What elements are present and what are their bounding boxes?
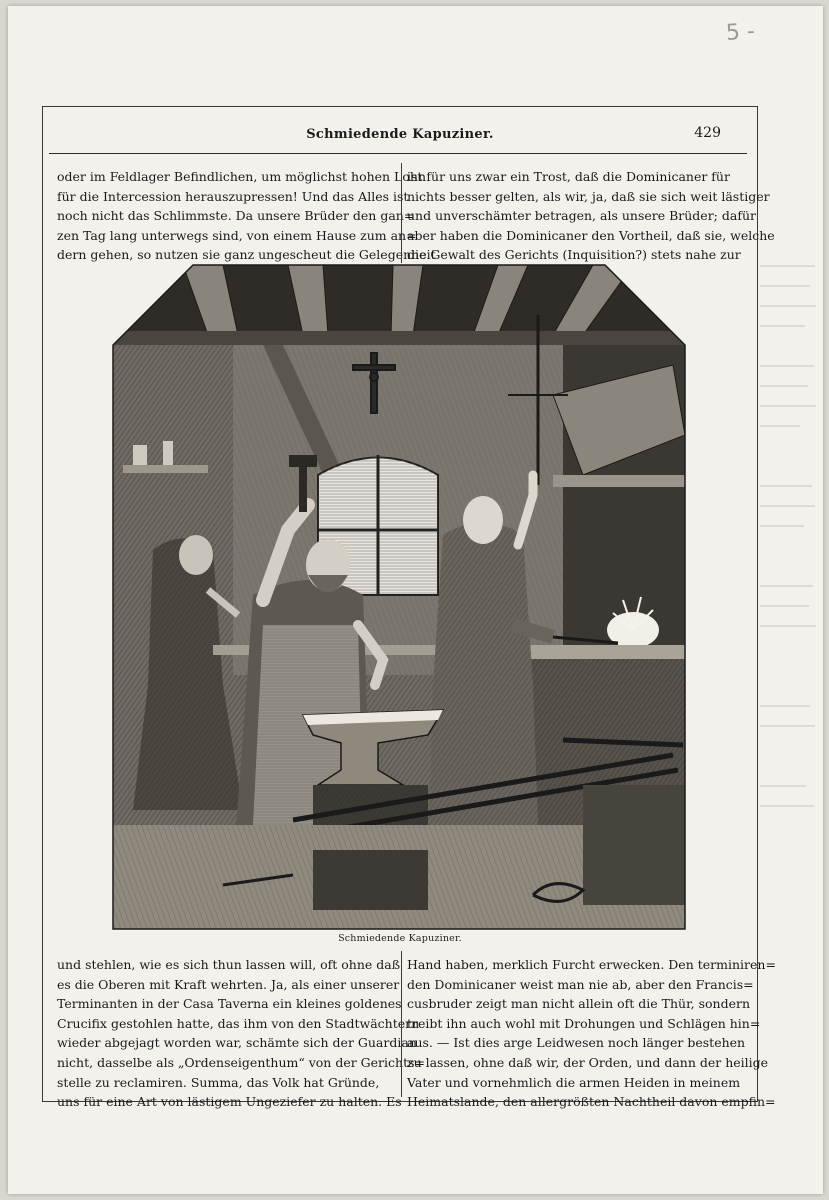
text-line: aber haben die Dominicaner den Vortheil, daß sie, welche <box>407 227 775 243</box>
header-rule <box>49 153 747 154</box>
text-line: Heimatslande, den allergrößten Nachtheil davon empfin= <box>407 1094 776 1110</box>
column-divider <box>401 951 402 1097</box>
text-line: Vater und vornehmlich die armen Heiden in meinem <box>407 1074 741 1090</box>
bottom-right-column <box>407 955 776 1112</box>
page-sheet <box>8 6 823 1194</box>
text-line: es die Oberen mit Kraft wehrten. Ja, als einer unserer <box>57 976 400 992</box>
engraving-illustration <box>113 265 685 929</box>
text-line: zu lassen, ohne daß wir, der Orden, und dann der heilige <box>407 1054 769 1070</box>
text-line: noch nicht das Schlimmste. Da unsere Brüder den gan= <box>57 208 415 224</box>
text-line: und stehlen, wie es sich thun lassen will, oft ohne daß <box>57 957 401 972</box>
text-line: Terminanten in der Casa Taverna ein kleines goldenes <box>57 996 402 1012</box>
text-line: Crucifix gestohlen hatte, das ihm von den Stadtwächtern <box>57 1015 420 1031</box>
top-left-column <box>57 167 436 265</box>
text-line: ist für uns zwar ein Trost, daß die Dominicaner für <box>407 169 730 184</box>
text-line: nicht, dasselbe als „Ordenseigenthum“ von der Gerichts= <box>57 1054 425 1070</box>
bottom-left-column <box>57 955 425 1112</box>
text-line: nichts besser gelten, als wir, ja, daß sie sich weit lästiger <box>407 188 770 204</box>
text-line: cusbruder zeigt man nicht allein oft die Thür, sondern <box>407 996 751 1012</box>
page-number: 429 <box>694 125 721 141</box>
text-line: zen Tag lang unterwegs sind, von einem Hause zum an= <box>57 227 417 243</box>
text-line: treibt ihn auch wohl mit Drohungen und Schlägen hin= <box>407 1015 761 1031</box>
text-line: den Dominicaner weist man nie ab, aber den Francis= <box>407 976 754 992</box>
text-line: die Gewalt des Gerichts (Inquisition?) stets nahe zur <box>407 247 741 263</box>
illustration-caption: Schmiedende Kapuziner. <box>338 933 462 944</box>
text-line: oder im Feldlager Befindlichen, um möglichst hohen Lohn <box>57 169 426 184</box>
running-header <box>43 121 757 151</box>
pencil-annotation: 5 - <box>725 19 756 46</box>
top-right-column <box>407 167 775 265</box>
show-through-text <box>760 256 820 876</box>
text-line: wieder abgejagt worden war, schämte sich der Guardian <box>57 1035 417 1051</box>
column-divider <box>401 163 402 263</box>
running-title: Schmiedende Kapuziner. <box>306 127 494 142</box>
page-frame <box>42 106 776 1110</box>
text-line: aus. — Ist dies arge Leidwesen noch länger bestehen <box>407 1035 746 1051</box>
text-line: uns für eine Art von lästigem Ungeziefer zu halten. Es <box>57 1094 402 1110</box>
text-line: und unverschämter betragen, als unsere Brüder; dafür <box>407 208 756 224</box>
text-line: dern gehen, so nutzen sie ganz ungescheut die Gelegenheit <box>57 247 436 263</box>
text-line: für die Intercession herauszupressen! Und das Alles ist <box>57 188 409 204</box>
text-line: stelle zu reclamiren. Summa, das Volk hat Gründe, <box>57 1074 380 1090</box>
text-line: Hand haben, merklich Furcht erwecken. Den terminiren= <box>407 957 776 972</box>
